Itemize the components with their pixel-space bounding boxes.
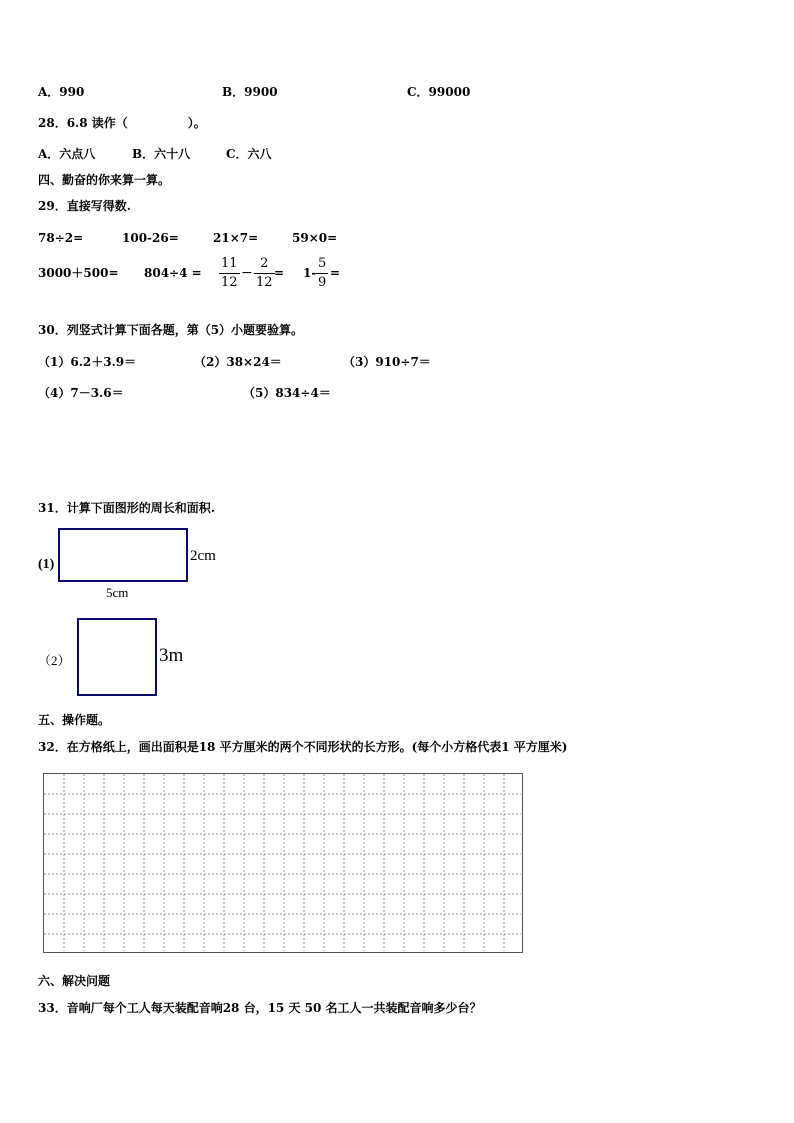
- q30-item-5: （5）834÷4＝: [243, 386, 331, 400]
- q31-figure-1-height-label: 2cm: [190, 548, 216, 564]
- fraction-denominator: 12: [256, 275, 273, 290]
- q30-stem: 30．列竖式计算下面各题，第（5）小题要验算。: [38, 323, 304, 337]
- q29-item-2: 100-26=: [122, 231, 179, 245]
- q27-option-b: B．9900: [222, 85, 278, 99]
- q27-option-c: C．99000: [407, 85, 471, 99]
- q29-equals-1: =: [274, 266, 285, 280]
- q32-stem: 32．在方格纸上，画出面积是18 平方厘米的两个不同形状的长方形。(每个小方格代表1 平方厘米): [38, 740, 568, 754]
- q29-item-4: 59×0=: [292, 231, 338, 245]
- q28-option-a: A．六点八: [38, 147, 96, 161]
- fraction-bar: [254, 273, 275, 274]
- q29-fraction-2: [254, 256, 275, 291]
- q31-square-figure: [77, 618, 157, 696]
- q31-figure-2-side-label: 3m: [159, 645, 184, 666]
- fraction-bar: [316, 273, 328, 274]
- grid-lines: [44, 774, 521, 951]
- section-6-heading: 六、解决问题: [38, 974, 111, 988]
- q31-rectangle-figure: [58, 528, 188, 582]
- q31-figure-1-width-label: 5cm: [106, 585, 129, 600]
- fraction-denominator: 12: [221, 275, 238, 290]
- q28-option-b: B．六十八: [132, 147, 191, 161]
- q29-item-5: 3000＋500=: [38, 266, 119, 280]
- q29-equals-2: =: [330, 266, 341, 280]
- q29-item-6: 804÷4 =: [144, 266, 202, 280]
- q29-fraction-1: [219, 256, 240, 291]
- q31-figure-2-label: （2）: [38, 653, 71, 668]
- q29-item-3: 21×7=: [213, 231, 259, 245]
- q30-item-3: （3）910÷7＝: [343, 355, 431, 369]
- q30-item-4: （4）7－3.6＝: [38, 386, 124, 400]
- q29-minus-sign: −: [241, 265, 253, 281]
- q32-grid-paper[interactable]: [43, 773, 523, 953]
- fraction-numerator: 11: [221, 256, 238, 271]
- fraction-numerator: 5: [318, 256, 327, 271]
- section-4-heading: 四、勤奋的你来算一算。: [38, 173, 171, 187]
- section-5-heading: 五、操作题。: [38, 713, 111, 727]
- fraction-denominator: 9: [318, 275, 327, 290]
- q33-stem: 33．音响厂每个工人每天装配音响28 台，15 天 50 名工人一共装配音响多少台？: [38, 1001, 482, 1015]
- q29-one-minus: 1-: [303, 266, 317, 280]
- q28-option-c: C．六八: [226, 147, 272, 161]
- q31-figure-1-label: (1): [38, 557, 55, 572]
- q30-item-2: （2）38×24＝: [194, 355, 282, 369]
- q29-stem: 29．直接写得数.: [38, 199, 131, 213]
- q30-item-1: （1）6.2＋3.9＝: [38, 355, 137, 369]
- q29-item-1: 78÷2=: [38, 231, 84, 245]
- q28-stem: 28．6.8 读作（ ）。: [38, 116, 206, 130]
- q27-option-a: A．990: [38, 85, 85, 99]
- fraction-bar: [219, 273, 240, 274]
- fraction-numerator: 2: [260, 256, 269, 271]
- q29-fraction-3: [316, 256, 328, 291]
- q31-stem: 31．计算下面图形的周长和面积.: [38, 501, 215, 515]
